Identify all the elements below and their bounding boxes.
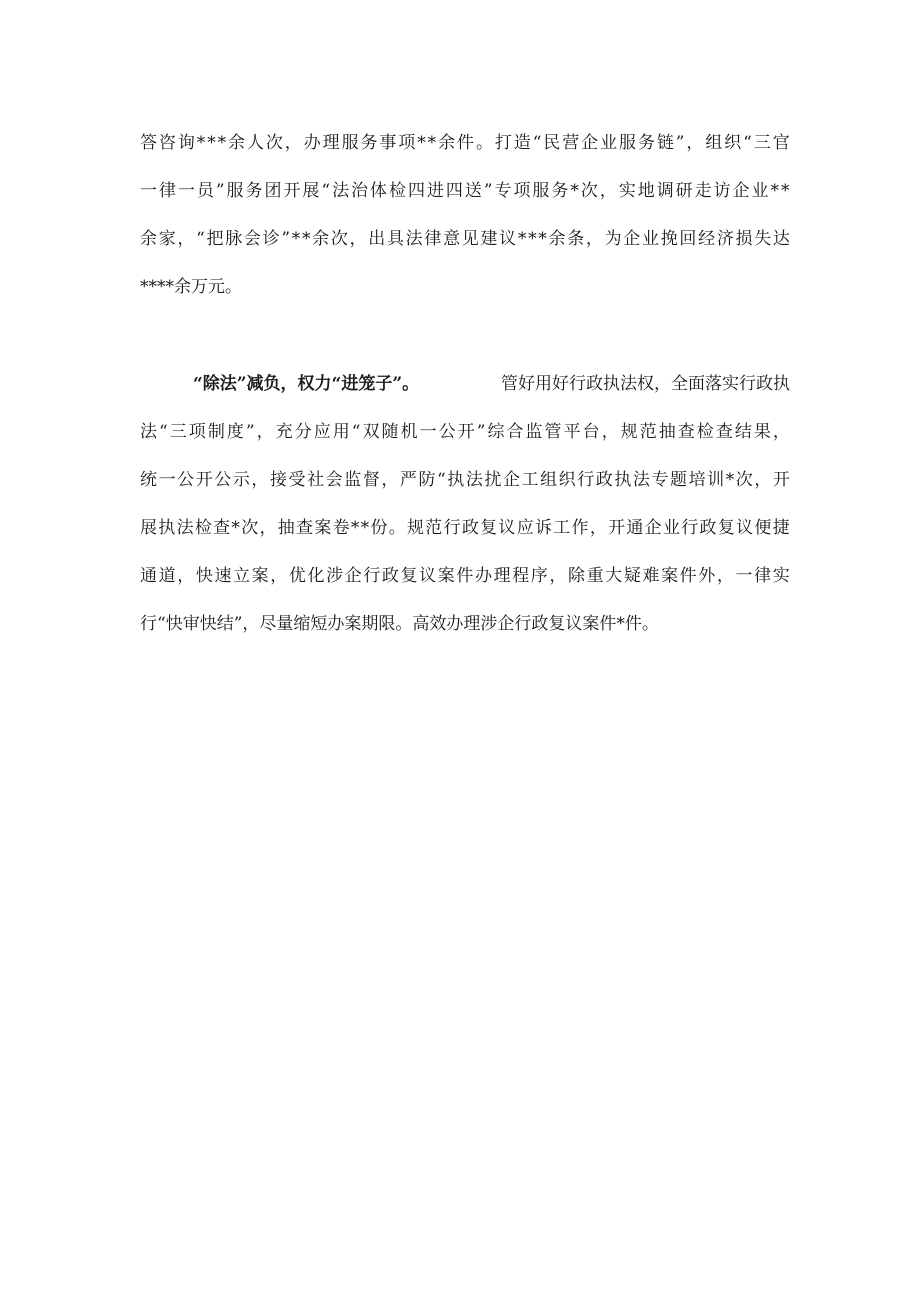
paragraph-2-line-1-text: 管好用好行政执法权，全面落实行政执	[501, 374, 790, 394]
paragraph-2-line-1	[193, 372, 790, 396]
paragraph-1-line-1: 答 咨 询 * * * 余 人 次 ， 办 理 服 务 事 项 * * 余 件 。 打 造 “ 民 营 企 业 服 务 链 ” ， 组 织 “ 三 官	[140, 133, 790, 153]
paragraph-2-line-6: 行“快审快结”，尽量缩短办案期限。高效办理涉企行政复议案件*件。	[140, 614, 659, 634]
paragraph-2-line-4: 展 执 法 检 查 * 次 ， 抽 查 案 卷 * * 份 。 规 范 行 政 复 议 应 诉 工 作 ， 开 通 企 业 行 政 复 议 便 捷	[140, 518, 790, 538]
paragraph-1-line-4: ****余万元。	[140, 277, 242, 297]
paragraph-2-line-3: 统 一 公 开 公 示 ， 接 受 社 会 监 督 ， 严 防 “ 执 法 扰 企 工 组 织 行 政 执 法 专 题 培 训 * 次 ， 开	[140, 470, 790, 490]
paragraph-2-line-2: 法 “ 三 项 制 度 ” ， 充 分 应 用 “ 双 随 机 一 公 开 ” 综 合 监 管 平 台 ， 规 范 抽 查 检 查 结 果 ，	[140, 422, 790, 442]
paragraph-1-line-3: 余 家 ， “ 把 脉 会 诊 ” * * 余 次 ， 出 具 法 律 意 见 建 议 * * * 余 条 ， 为 企 业 挽 回 经 济 损 失 达	[140, 229, 790, 249]
paragraph-1-line-2: 一 律 一 员 ” 服 务 团 开 展 “ 法 治 体 检 四 进 四 送 ” 专 项 服 务 * 次 ， 实 地 调 研 走 访 企 业 * *	[140, 181, 790, 201]
paragraph-2-heading: “除法”减负，权力“进笼子”。	[193, 374, 420, 394]
paragraph-2-line-5: 通 道 ， 快 速 立 案 ， 优 化 涉 企 行 政 复 议 案 件 办 理 程 序 ， 除 重 大 疑 难 案 件 外 ， 一 律 实	[140, 566, 790, 586]
